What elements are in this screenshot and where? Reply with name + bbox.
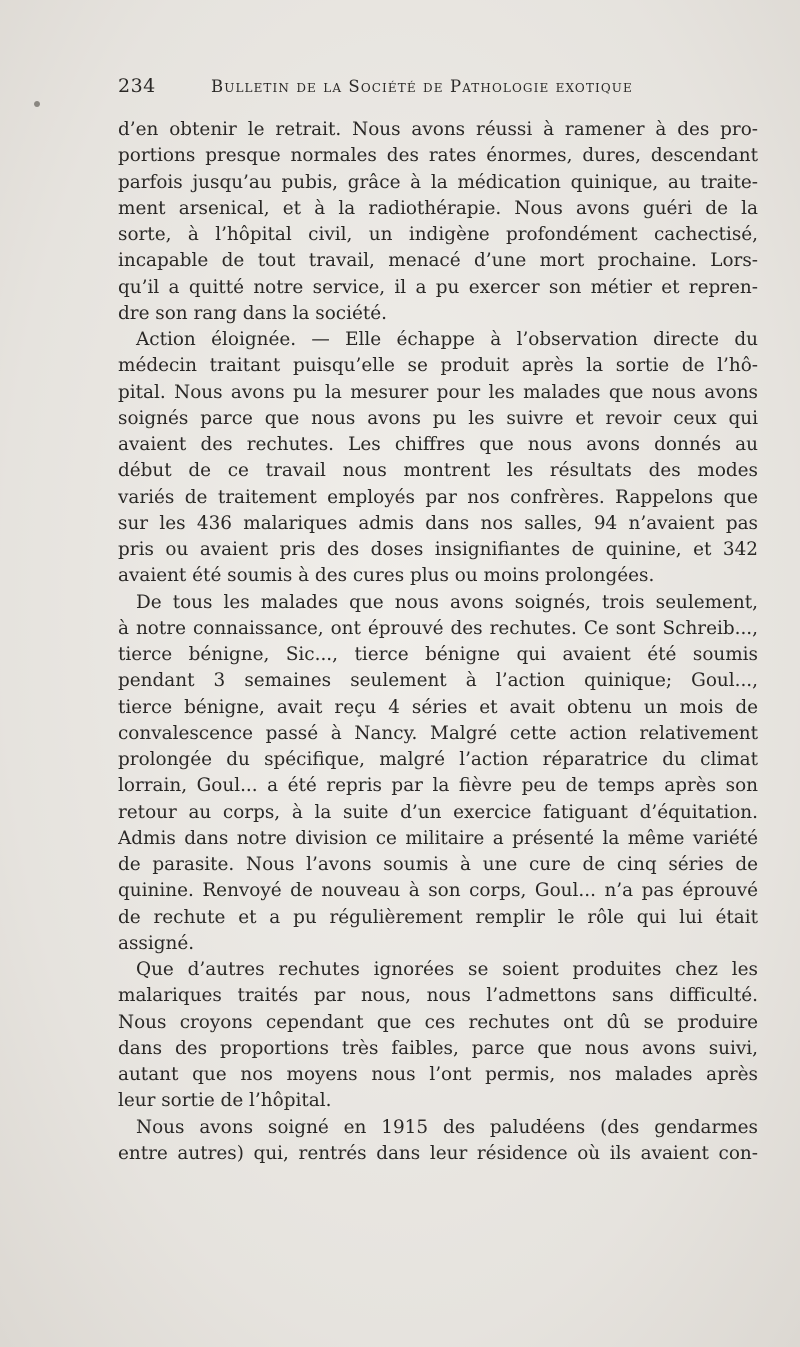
section-heading-line: Action éloignée. — Elle échappe à l’observation directe du [136, 329, 758, 350]
text-line: à notre connaissance, ont éprouvé des rechutes. Ce sont Schreib..., [118, 617, 758, 639]
text-line: ment arsenical, et à la radiothérapie. Nous avons guéri de la [118, 197, 758, 219]
text-line: soignés parce que nous avons pu les suivre et revoir ceux qui [118, 407, 758, 429]
text-line: Que d’autres rechutes ignorées se soient produites chez les [136, 959, 758, 980]
text-line: avaient été soumis à des cures plus ou moins prolongées. [118, 565, 655, 587]
text-line: convalescence passé à Nancy. Malgré cette action relativement [118, 722, 758, 744]
page-header [118, 75, 678, 101]
text-line: variés de traitement employés par nos confrères. Rappelons que [118, 486, 758, 508]
text-line: Nous croyons cependant que ces rechutes ont dû se produire [118, 1011, 758, 1033]
margin-ink-dot [34, 101, 40, 107]
text-line: sur les 436 malariques admis dans nos salles, 94 n’avaient pas [118, 512, 758, 534]
text-line: lorrain, Goul... a été repris par la fièvre peu de temps après son [118, 775, 758, 797]
text-line: entre autres) qui, rentrés dans leur résidence où ils avaient con- [118, 1142, 758, 1164]
text-line: retour au corps, à la suite d’un exercice fatiguant d’équitation. [118, 801, 758, 823]
text-line: dre son rang dans la société. [118, 302, 387, 324]
text-line: Nous avons soigné en 1915 des paludéens (des gendarmes [136, 1116, 758, 1138]
text-line: médecin traitant puisqu’elle se produit après la sortie de l’hô- [118, 355, 758, 377]
text-line: de rechute et a pu régulièrement remplir le rôle qui lui était [118, 906, 758, 928]
text-line: quinine. Renvoyé de nouveau à son corps, Goul... n’a pas éprouvé [118, 880, 758, 902]
text-line: autant que nos moyens nous l’ont permis, nos malades après [118, 1064, 758, 1085]
body-text [118, 117, 758, 1167]
text-line: sorte, à l’hôpital civil, un indigène profondément cachectisé, [118, 224, 758, 245]
text-line: prolongée du spécifique, malgré l’action réparatrice du climat [118, 749, 758, 770]
text-line: incapable de tout travail, menacé d’une mort prochaine. Lors- [118, 250, 758, 272]
text-line: d’en obtenir le retrait. Nous avons réussi à ramener à des pro- [118, 119, 758, 140]
text-line: De tous les malades que nous avons soignés, trois seulement, [136, 591, 758, 613]
text-line: avaient des rechutes. Les chiffres que nous avons donnés au [118, 434, 758, 455]
text-line: pital. Nous avons pu la mesurer pour les malades que nous avons [118, 381, 758, 403]
text-line: Admis dans notre division ce militaire a présenté la même variété [118, 827, 758, 849]
text-line: portions presque normales des rates énormes, dures, descendant [118, 145, 758, 167]
text-line: début de ce travail nous montrent les résultats des modes [118, 460, 758, 482]
text-line: tierce bénigne, Sic..., tierce bénigne qui avaient été soumis [118, 644, 758, 665]
text-line: dans des proportions très faibles, parce que nous avons suivi, [118, 1037, 758, 1059]
text-line: tierce bénigne, avait reçu 4 séries et avait obtenu un mois de [118, 696, 758, 718]
text-line: pris ou avaient pris des doses insignifiantes de quinine, et 342 [118, 539, 758, 560]
text-line: qu’il a quitté notre service, il a pu exercer son métier et repren- [118, 276, 758, 298]
text-line: pendant 3 semaines seulement à l’action quinique; Goul..., [118, 670, 758, 692]
text-line: parfois jusqu’au pubis, grâce à la médication quinique, au traite- [118, 171, 758, 193]
text-line: assigné. [118, 932, 195, 954]
page-number: 234 [118, 75, 156, 97]
running-title: Bulletin de la Société de Pathologie exotique [211, 77, 633, 96]
text-line: malariques traités par nous, nous l’admettons sans difficulté. [118, 985, 758, 1007]
text-line: leur sortie de l’hôpital. [118, 1090, 332, 1112]
text-line: de parasite. Nous l’avons soumis à une cure de cinq séries de [118, 854, 758, 875]
